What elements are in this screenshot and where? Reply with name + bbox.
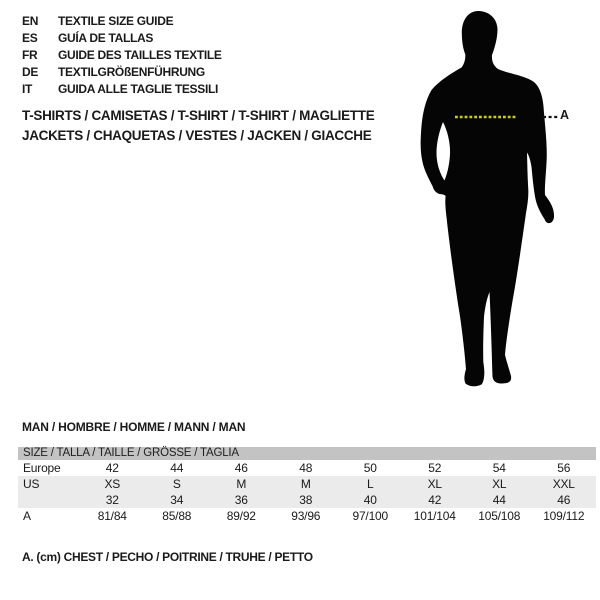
- language-code: EN: [22, 14, 39, 28]
- size-cell: 44: [170, 461, 184, 475]
- size-cell: S: [172, 477, 181, 491]
- row-label: [18, 492, 80, 508]
- size-table-header: SIZE / TALLA / TAILLE / GRÖSSE / TAGLIA: [18, 447, 596, 460]
- table-row-us-numeric: [18, 492, 596, 508]
- language-label: TEXTILGRÖßENFÜHRUNG: [58, 65, 205, 79]
- garment-type-line: JACKETS / CHAQUETAS / VESTES / JACKEN / GIACCHE: [22, 127, 372, 143]
- size-cell: 54: [492, 461, 506, 475]
- size-cell: 93/96: [291, 509, 321, 523]
- size-cell: M: [300, 477, 311, 491]
- size-cell: 50: [363, 461, 377, 475]
- row-label: Europe: [23, 461, 61, 475]
- size-cell: 34: [170, 493, 184, 507]
- language-label: GUÍA DE TALLAS: [58, 31, 154, 45]
- size-cell: L: [367, 477, 374, 491]
- measurement-a-label: A: [560, 108, 570, 122]
- size-cell: 101/104: [413, 509, 456, 523]
- size-cell: 85/88: [162, 509, 192, 523]
- language-row: [22, 30, 222, 47]
- size-cell: 89/92: [226, 509, 256, 523]
- size-cell: 36: [234, 493, 248, 507]
- size-cell: 97/100: [352, 509, 388, 523]
- language-guide: [22, 13, 222, 98]
- size-cell: 32: [105, 493, 119, 507]
- size-cell: 81/84: [97, 509, 127, 523]
- size-cell: 38: [299, 493, 313, 507]
- language-row: [22, 64, 222, 81]
- section-heading: MAN / HOMBRE / HOMME / MANN / MAN: [22, 420, 246, 434]
- language-label: GUIDE DES TAILLES TEXTILE: [58, 48, 222, 62]
- table-row-europe: [18, 460, 596, 476]
- size-cell: 56: [557, 461, 571, 475]
- size-cell: 105/108: [478, 509, 521, 523]
- size-table: [18, 447, 596, 524]
- language-label: TEXTILE SIZE GUIDE: [58, 14, 174, 28]
- language-row: [22, 47, 222, 64]
- table-row-chest: [18, 508, 596, 524]
- size-cell: 46: [557, 493, 571, 507]
- language-code: ES: [22, 31, 38, 45]
- language-code: FR: [22, 48, 38, 62]
- measurement-footnote: A. (cm) CHEST / PECHO / POITRINE / TRUHE / PETTO: [22, 550, 313, 564]
- size-cell: XL: [492, 477, 507, 491]
- size-cell: 42: [105, 461, 119, 475]
- language-code: IT: [22, 82, 33, 96]
- size-cell: 109/112: [543, 509, 585, 523]
- row-label: A: [23, 509, 31, 523]
- language-label: GUIDA ALLE TAGLIE TESSILI: [58, 82, 219, 96]
- size-cell: XXL: [552, 477, 575, 491]
- table-row-us: [18, 476, 596, 492]
- size-cell: 44: [492, 493, 506, 507]
- man-silhouette-shape: [421, 11, 554, 386]
- size-cell: XS: [104, 477, 121, 491]
- man-silhouette-figure: [395, 5, 580, 390]
- garment-type-line: T-SHIRTS / CAMISETAS / T-SHIRT / T-SHIRT / MAGLIETTE: [22, 108, 375, 123]
- size-cell: 40: [363, 493, 377, 507]
- size-cell: 52: [428, 461, 442, 475]
- language-row: [22, 81, 222, 98]
- size-cell: 48: [299, 461, 313, 475]
- size-cell: 42: [428, 493, 442, 507]
- language-row: [22, 13, 222, 30]
- table-band: [18, 476, 596, 508]
- man-silhouette: [395, 5, 580, 390]
- language-code: DE: [22, 65, 39, 79]
- size-cell: 46: [234, 461, 248, 475]
- row-label: US: [23, 477, 40, 491]
- garment-types: [22, 106, 374, 145]
- size-cell: XL: [427, 477, 442, 491]
- size-cell: M: [236, 477, 247, 491]
